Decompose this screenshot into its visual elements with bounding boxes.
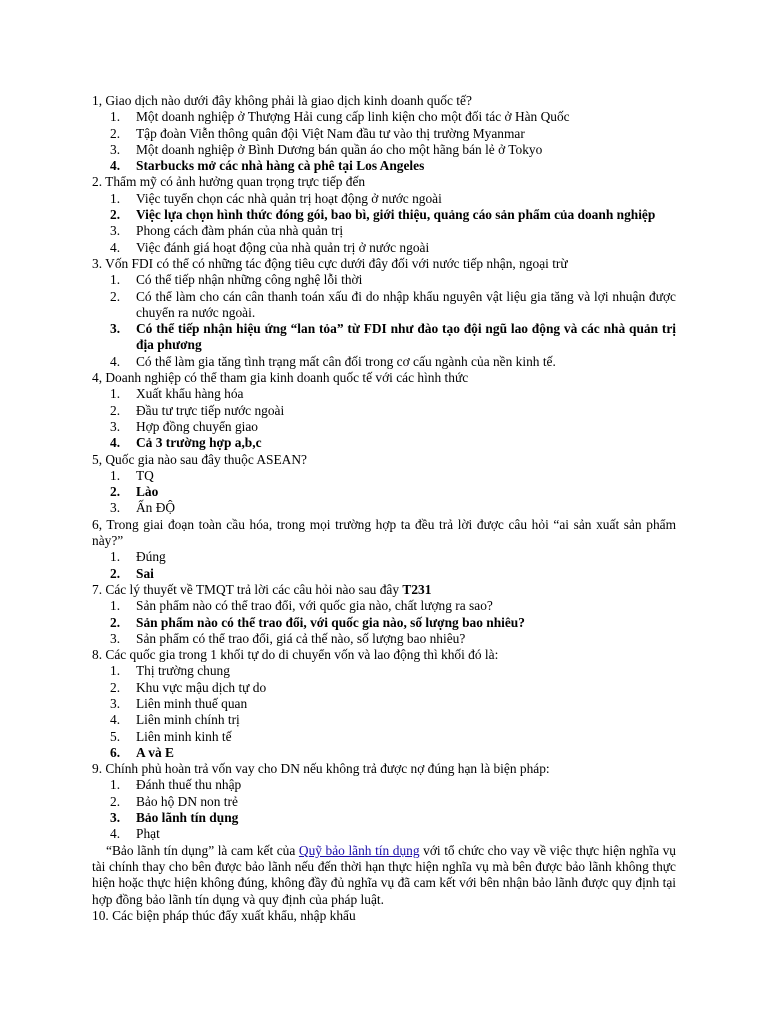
- options-list: [92, 663, 676, 761]
- question-4: [92, 370, 676, 451]
- option: 1. Sản phẩm nào có thể trao đổi, với quốc gia nào, chất lượng ra sao?: [110, 598, 493, 614]
- options-list: [92, 109, 676, 174]
- option: 1. Xuất khẩu hàng hóa: [110, 386, 244, 402]
- question-1: [92, 93, 676, 174]
- option: 1. Đánh thuế thu nhập: [110, 777, 242, 793]
- question-text: 4, Doanh nghiệp có thể tham gia kinh doanh quốc tế với các hình thức: [92, 370, 469, 386]
- option: 3. Hợp đồng chuyển giao: [110, 418, 258, 434]
- answer-option: 2. Việc lựa chọn hình thức đóng gói, bao bì, giới thiệu, quảng cáo sản phẩm của doanh nghiệp: [110, 207, 656, 223]
- option: 4. Có thể làm gia tăng tình trạng mất cân đối trong cơ cấu ngành của nền kinh tế.: [110, 353, 556, 369]
- question-text: 9. Chính phủ hoàn trả vốn vay cho DN nếu không trả được nợ đúng hạn là biện pháp:: [92, 761, 550, 777]
- answer-option: 3. Bảo lãnh tín dụng: [110, 810, 239, 826]
- question-text: 6, Trong giai đoạn toàn cầu hóa, trong mọi trường hợp ta đều trả lời được câu hỏi “ai sản xuất sản phẩm này?”: [92, 516, 676, 549]
- option: 1. Một doanh nghiệp ở Thượng Hải cung cấp linh kiện cho một đối tác ở Hàn Quốc: [110, 109, 570, 125]
- explanation-paragraph: “Bảo lãnh tín dụng” là cam kết của Quỹ bảo lãnh tín dụng với tổ chức cho vay về việc thực hiện nghĩa vụ tài chính thay cho bên được bảo lãnh nếu đến thời hạn thực hiện nghĩa vụ mà bên được bảo lãnh không thực hiện hoặc thực hiện không đúng, không đầy đủ nghĩa vụ đã cam kết với bên nhận bảo lãnh được quy định tại hợp đồng bảo lãnh tín dụng và quy định của pháp luật.: [92, 842, 677, 907]
- option: 2. Đầu tư trực tiếp nước ngoài: [110, 402, 285, 418]
- answer-option: 6. A và E: [110, 744, 174, 760]
- option: 3. Sản phẩm có thể trao đổi, giá cả thế nào, số lượng bao nhiêu?: [110, 630, 466, 646]
- options-list: [92, 191, 676, 256]
- question-6: [92, 517, 676, 582]
- option: 4. Liên minh chính trị: [110, 712, 240, 728]
- answer-option: 4. Cả 3 trường hợp a,b,c: [110, 435, 262, 451]
- credit-guarantee-fund-link[interactable]: Quỹ bảo lãnh tín dụng: [298, 842, 420, 858]
- option: 3. Phong cách đàm phán của nhà quản trị: [110, 223, 344, 239]
- question-text: 1, Giao dịch nào dưới đây không phải là giao dịch kinh doanh quốc tế?: [92, 93, 472, 108]
- option: 1. Có thể tiếp nhận những công nghệ lỗi thời: [110, 272, 363, 288]
- option: 2. Khu vực mậu dịch tự do: [110, 679, 267, 695]
- option: 1. Thị trường chung: [110, 663, 230, 679]
- answer-option: 3. Có thể tiếp nhận hiệu ứng “lan tỏa” từ FDI như đào tạo đội ngũ lao động và các nhà quản trị địa phương: [110, 321, 676, 353]
- question-5: [92, 452, 676, 517]
- option: 3. Một doanh nghiệp ở Bình Dương bán quần áo cho một hãng bán lẻ ở Tokyo: [110, 141, 543, 157]
- option: 1. Đúng: [110, 549, 166, 565]
- options-list: [92, 272, 676, 370]
- options-list: [92, 468, 676, 517]
- question-text: 5, Quốc gia nào sau đây thuộc ASEAN?: [92, 451, 307, 467]
- question-2: [92, 174, 676, 255]
- option: 2. Có thể làm cho cán cân thanh toán xấu đi do nhập khẩu nguyên vật liệu gia tăng và lợi nhuận được chuyển ra nước ngoài.: [110, 288, 676, 320]
- option: 1. TQ: [110, 467, 154, 483]
- options-list: [92, 549, 676, 582]
- question-code: T231: [402, 581, 432, 597]
- question-text: 7. Các lý thuyết về TMQT trả lời các câu hỏi nào sau đây T231: [92, 581, 432, 597]
- options-list: [92, 386, 676, 451]
- option: 4. Phạt: [110, 826, 160, 842]
- question-9: [92, 761, 676, 842]
- answer-option: 4. Starbucks mở các nhà hàng cà phê tại Los Angeles: [110, 158, 425, 174]
- answer-option: 2. Sai: [110, 565, 154, 581]
- answer-option: 2. Lào: [110, 484, 159, 500]
- question-text: 3. Vốn FDI có thể có những tác động tiêu cực dưới đây đối với nước tiếp nhận, ngoại trừ: [92, 255, 568, 271]
- answer-option: 2. Sản phẩm nào có thể trao đổi, với quốc gia nào, số lượng bao nhiêu?: [110, 614, 525, 630]
- option: 5. Liên minh kinh tế: [110, 728, 232, 744]
- option: 2. Bảo hộ DN non trẻ: [110, 793, 238, 809]
- question-3: [92, 256, 676, 370]
- question-text: 10. Các biện pháp thúc đẩy xuất khẩu, nhập khẩu: [92, 907, 356, 923]
- options-list: [92, 777, 676, 842]
- option: 2. Tập đoàn Viễn thông quân đội Việt Nam đầu tư vào thị trường Myanmar: [110, 125, 525, 141]
- option: 3. Liên minh thuế quan: [110, 695, 248, 711]
- options-list: [92, 598, 676, 647]
- question-7: [92, 582, 676, 647]
- question-10: [92, 908, 676, 924]
- question-text: 8. Các quốc gia trong 1 khối tự do di chuyển vốn và lao động thì khối đó là:: [92, 647, 499, 663]
- question-text: 2. Thẩm mỹ có ảnh hưởng quan trọng trực tiếp đến: [92, 174, 366, 190]
- option: 1. Việc tuyển chọn các nhà quản trị hoạt động ở nước ngoài: [110, 190, 442, 206]
- option: 3. Ấn ĐỘ: [110, 500, 176, 516]
- question-8: [92, 647, 676, 761]
- option: 4. Việc đánh giá hoạt động của nhà quản trị ở nước ngoài: [110, 239, 430, 255]
